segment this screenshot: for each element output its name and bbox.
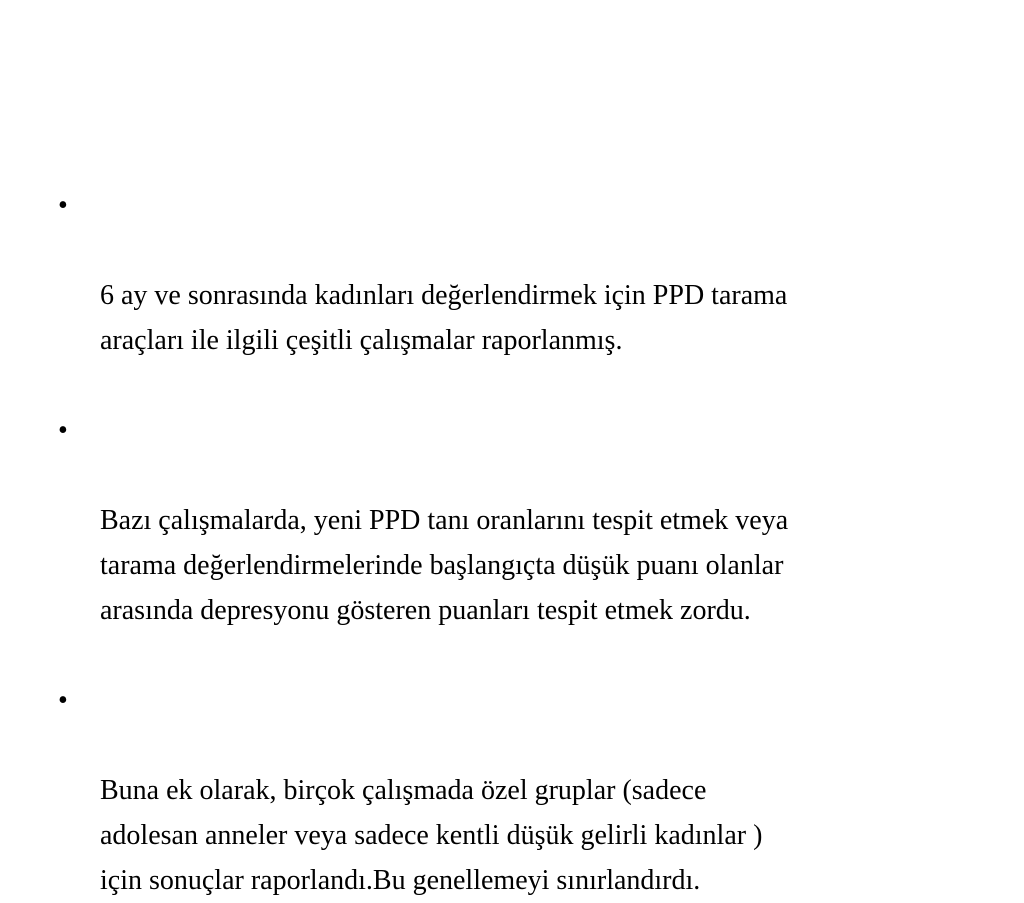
bullet-text-3: Buna ek olarak, birçok çalışmada özel gruplar (sadece adolesan anneler veya sadece kentli düşük gelirli kadınlar ) için sonuçlar raporlandı.Bu genellemeyi sınırlandırdı. xyxy=(100,775,763,896)
bullet-text-1: 6 ay ve sonrasında kadınları değerlendirmek için PPD tarama araçları ile ilgili çeşitli çalışmalar raporlanmış. xyxy=(100,280,788,356)
bullet-item-3 xyxy=(58,678,958,903)
bullet-icon: • xyxy=(58,415,68,446)
bullet-list xyxy=(58,183,958,903)
bullet-text-2: Bazı çalışmalarda, yeni PPD tanı oranlarını tespit etmek veya tarama değerlendirmelerinde başlangıçta düşük puanı olanlar arasında depresyonu gösteren puanları tespit etmek zordu. xyxy=(100,505,789,626)
bullet-item-1 xyxy=(58,183,958,363)
bullet-item-2 xyxy=(58,408,958,633)
bullet-icon: • xyxy=(58,190,68,221)
bullet-icon: • xyxy=(58,685,68,716)
